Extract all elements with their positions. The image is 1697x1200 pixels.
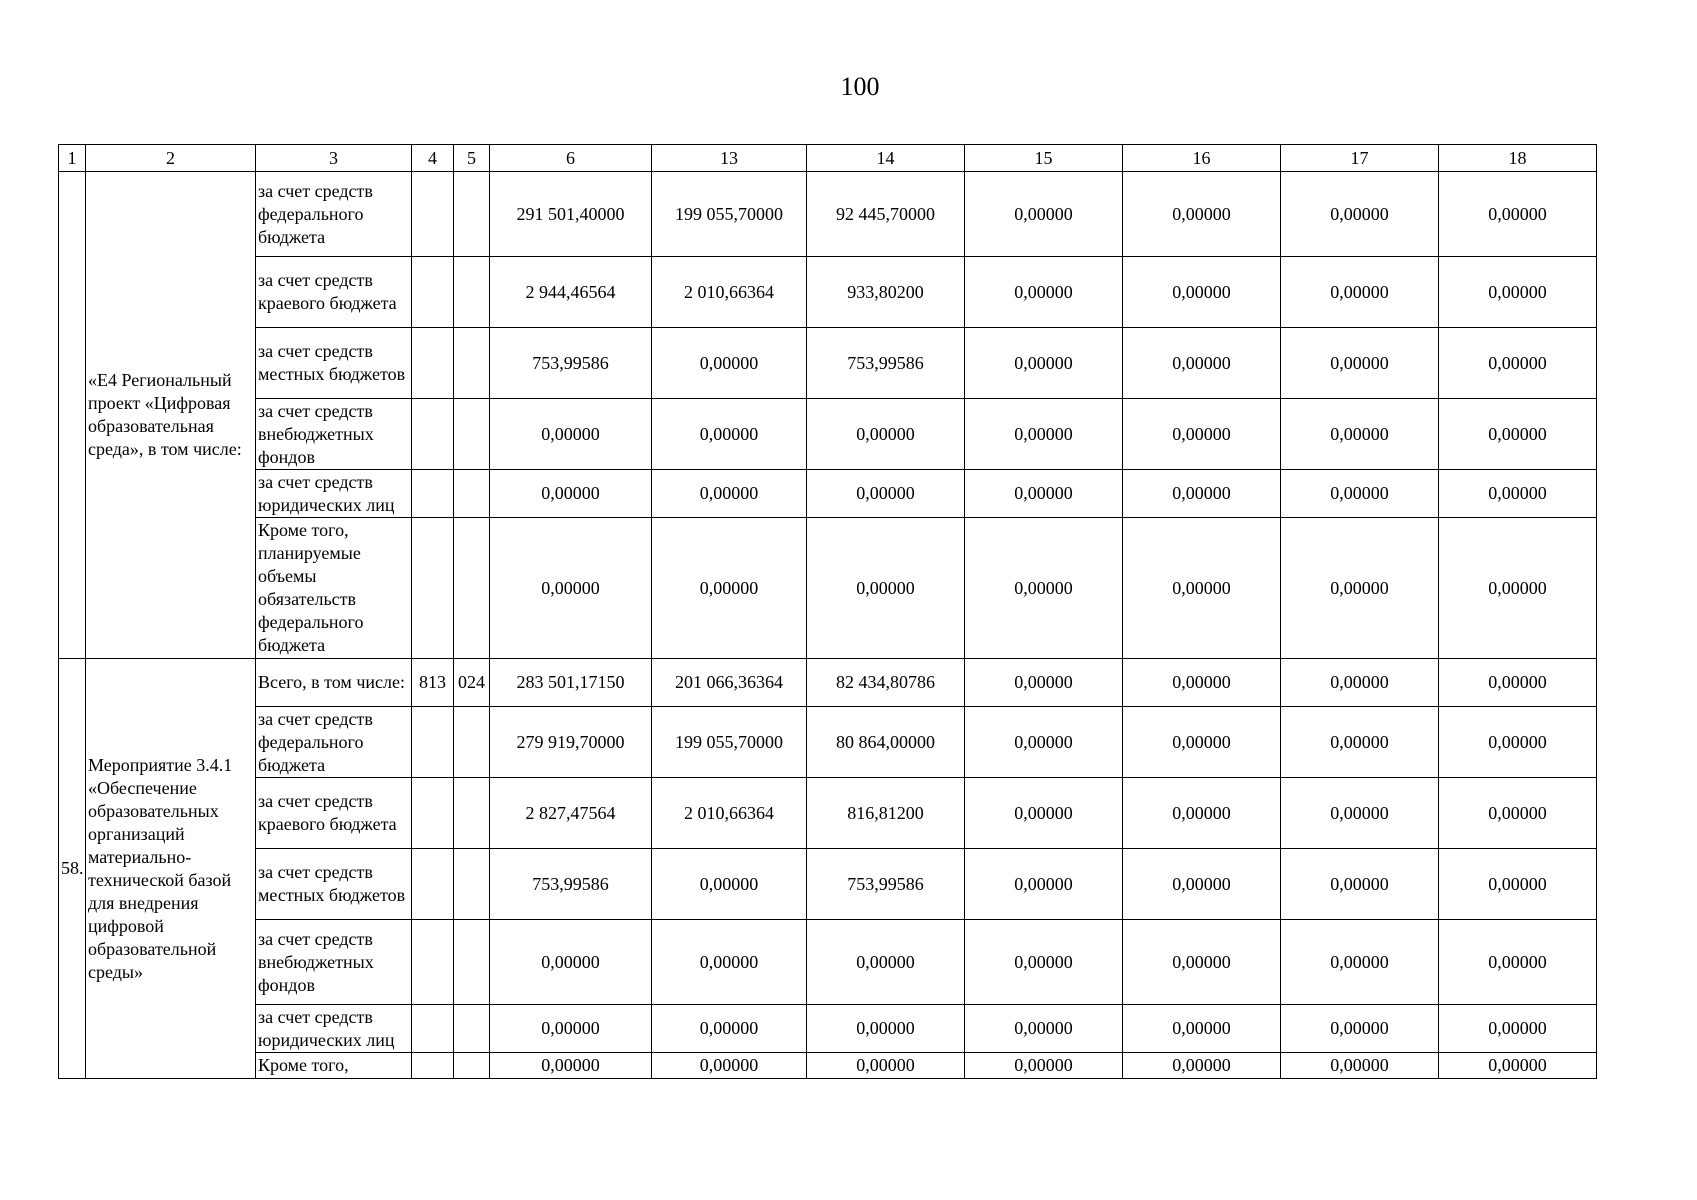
amount-cell: 0,00000 <box>1123 518 1281 659</box>
amount-cell: 0,00000 <box>1123 1053 1281 1079</box>
code-col-4 <box>412 328 454 399</box>
table-row <box>59 778 1597 849</box>
amount-cell: 2 010,66364 <box>652 257 807 328</box>
amount-cell: 0,00000 <box>965 518 1123 659</box>
code-col-5 <box>454 257 490 328</box>
code-col-4 <box>412 707 454 778</box>
header-cell: 4 <box>412 145 454 172</box>
funding-source: за счет средств внебюджетных фондов <box>256 399 412 470</box>
header-cell: 5 <box>454 145 490 172</box>
table-row <box>59 1053 1597 1079</box>
amount-cell: 0,00000 <box>490 920 652 1005</box>
header-cell: 2 <box>86 145 256 172</box>
amount-cell: 0,00000 <box>490 1053 652 1079</box>
code-col-4 <box>412 778 454 849</box>
amount-cell: 0,00000 <box>652 1005 807 1053</box>
page-number: 100 <box>840 72 880 101</box>
amount-cell: 2 827,47564 <box>490 778 652 849</box>
code-col-5 <box>454 849 490 920</box>
code-col-4 <box>412 518 454 659</box>
table-row <box>59 470 1597 518</box>
amount-cell: 0,00000 <box>1439 1005 1597 1053</box>
amount-cell: 0,00000 <box>1439 470 1597 518</box>
table-row <box>59 518 1597 659</box>
row-number: 58. <box>59 659 86 1079</box>
amount-cell: 0,00000 <box>1123 659 1281 707</box>
amount-cell: 0,00000 <box>1123 470 1281 518</box>
code-col-5 <box>454 778 490 849</box>
amount-cell: 753,99586 <box>490 328 652 399</box>
code-col-5: 024 <box>454 659 490 707</box>
code-col-4 <box>412 849 454 920</box>
amount-cell: 0,00000 <box>965 920 1123 1005</box>
amount-cell: 0,00000 <box>490 1005 652 1053</box>
header-cell: 13 <box>652 145 807 172</box>
amount-cell: 0,00000 <box>965 707 1123 778</box>
code-col-5 <box>454 707 490 778</box>
amount-cell: 0,00000 <box>1439 1053 1597 1079</box>
amount-cell: 0,00000 <box>1123 778 1281 849</box>
amount-cell: 0,00000 <box>1281 920 1439 1005</box>
amount-cell: 0,00000 <box>807 920 965 1005</box>
budget-table <box>58 144 1597 1079</box>
amount-cell: 0,00000 <box>652 920 807 1005</box>
code-col-4 <box>412 1005 454 1053</box>
amount-cell: 279 919,70000 <box>490 707 652 778</box>
row-number <box>59 172 86 659</box>
code-col-5 <box>454 470 490 518</box>
amount-cell: 0,00000 <box>965 1005 1123 1053</box>
table-row <box>59 659 1597 707</box>
amount-cell: 0,00000 <box>1123 172 1281 257</box>
amount-cell: 0,00000 <box>1281 172 1439 257</box>
amount-cell: 0,00000 <box>807 518 965 659</box>
amount-cell: 82 434,80786 <box>807 659 965 707</box>
header-cell: 17 <box>1281 145 1439 172</box>
header-cell: 18 <box>1439 145 1597 172</box>
amount-cell: 0,00000 <box>807 1005 965 1053</box>
amount-cell: 0,00000 <box>1439 707 1597 778</box>
amount-cell: 80 864,00000 <box>807 707 965 778</box>
amount-cell: 0,00000 <box>965 778 1123 849</box>
table-row <box>59 849 1597 920</box>
amount-cell: 0,00000 <box>1281 1053 1439 1079</box>
amount-cell: 0,00000 <box>1439 172 1597 257</box>
amount-cell: 753,99586 <box>807 328 965 399</box>
amount-cell: 0,00000 <box>965 172 1123 257</box>
header-cell: 14 <box>807 145 965 172</box>
funding-source: Всего, в том числе: <box>256 659 412 707</box>
item-name: Мероприятие 3.4.1 «Обеспечение образовательных организаций материально-технической базой для внедрения цифровой образовательной среды» <box>86 659 256 1079</box>
table-row <box>59 1005 1597 1053</box>
amount-cell: 0,00000 <box>1281 849 1439 920</box>
header-cell: 6 <box>490 145 652 172</box>
funding-source: за счет средств краевого бюджета <box>256 257 412 328</box>
funding-source: за счет средств федерального бюджета <box>256 172 412 257</box>
table-row <box>59 257 1597 328</box>
amount-cell: 0,00000 <box>965 257 1123 328</box>
table-row <box>59 399 1597 470</box>
amount-cell: 0,00000 <box>965 470 1123 518</box>
table-row <box>59 172 1597 257</box>
amount-cell: 0,00000 <box>1281 470 1439 518</box>
funding-source: за счет средств федерального бюджета <box>256 707 412 778</box>
item-name: «Е4 Региональный проект «Цифровая образовательная среда», в том числе: <box>86 172 256 659</box>
amount-cell: 0,00000 <box>1123 707 1281 778</box>
amount-cell: 0,00000 <box>1281 328 1439 399</box>
amount-cell: 0,00000 <box>1439 778 1597 849</box>
amount-cell: 0,00000 <box>807 470 965 518</box>
code-col-5 <box>454 399 490 470</box>
amount-cell: 0,00000 <box>1439 920 1597 1005</box>
amount-cell: 0,00000 <box>490 399 652 470</box>
amount-cell: 0,00000 <box>1123 1005 1281 1053</box>
amount-cell: 816,81200 <box>807 778 965 849</box>
code-col-4 <box>412 172 454 257</box>
header-cell: 1 <box>59 145 86 172</box>
code-col-5 <box>454 1053 490 1079</box>
funding-source: за счет средств местных бюджетов <box>256 328 412 399</box>
amount-cell: 0,00000 <box>490 518 652 659</box>
amount-cell: 0,00000 <box>1123 920 1281 1005</box>
amount-cell: 0,00000 <box>652 518 807 659</box>
amount-cell: 0,00000 <box>1281 707 1439 778</box>
code-col-4 <box>412 257 454 328</box>
funding-source: за счет средств краевого бюджета <box>256 778 412 849</box>
amount-cell: 0,00000 <box>1281 257 1439 328</box>
amount-cell: 0,00000 <box>1439 659 1597 707</box>
amount-cell: 0,00000 <box>1281 1005 1439 1053</box>
amount-cell: 933,80200 <box>807 257 965 328</box>
table-body <box>59 172 1597 1079</box>
funding-source: за счет средств юридических лиц <box>256 470 412 518</box>
amount-cell: 0,00000 <box>965 399 1123 470</box>
header-cell: 16 <box>1123 145 1281 172</box>
code-col-5 <box>454 920 490 1005</box>
code-col-4 <box>412 399 454 470</box>
amount-cell: 2 944,46564 <box>490 257 652 328</box>
amount-cell: 0,00000 <box>652 849 807 920</box>
amount-cell: 0,00000 <box>1281 659 1439 707</box>
header-cell: 15 <box>965 145 1123 172</box>
amount-cell: 92 445,70000 <box>807 172 965 257</box>
code-col-5 <box>454 1005 490 1053</box>
amount-cell: 0,00000 <box>1123 399 1281 470</box>
table-row <box>59 920 1597 1005</box>
amount-cell: 0,00000 <box>652 328 807 399</box>
code-col-5 <box>454 518 490 659</box>
funding-source: за счет средств местных бюджетов <box>256 849 412 920</box>
table-row <box>59 328 1597 399</box>
funding-source: Кроме того, <box>256 1053 412 1079</box>
amount-cell: 0,00000 <box>1439 399 1597 470</box>
amount-cell: 0,00000 <box>652 470 807 518</box>
amount-cell: 0,00000 <box>807 1053 965 1079</box>
funding-source: за счет средств внебюджетных фондов <box>256 920 412 1005</box>
amount-cell: 0,00000 <box>652 1053 807 1079</box>
amount-cell: 0,00000 <box>1439 518 1597 659</box>
amount-cell: 0,00000 <box>965 328 1123 399</box>
code-col-4: 813 <box>412 659 454 707</box>
amount-cell: 0,00000 <box>1439 328 1597 399</box>
header-cell: 3 <box>256 145 412 172</box>
amount-cell: 199 055,70000 <box>652 707 807 778</box>
amount-cell: 0,00000 <box>490 470 652 518</box>
code-col-5 <box>454 172 490 257</box>
amount-cell: 0,00000 <box>807 399 965 470</box>
amount-cell: 0,00000 <box>1123 257 1281 328</box>
amount-cell: 0,00000 <box>1439 849 1597 920</box>
amount-cell: 283 501,17150 <box>490 659 652 707</box>
amount-cell: 0,00000 <box>965 849 1123 920</box>
code-col-5 <box>454 328 490 399</box>
table-row <box>59 707 1597 778</box>
amount-cell: 0,00000 <box>1281 399 1439 470</box>
amount-cell: 753,99586 <box>807 849 965 920</box>
code-col-4 <box>412 1053 454 1079</box>
header-row <box>59 145 1597 172</box>
amount-cell: 0,00000 <box>652 399 807 470</box>
funding-source: за счет средств юридических лиц <box>256 1005 412 1053</box>
amount-cell: 0,00000 <box>1281 778 1439 849</box>
amount-cell: 0,00000 <box>1123 328 1281 399</box>
amount-cell: 753,99586 <box>490 849 652 920</box>
amount-cell: 2 010,66364 <box>652 778 807 849</box>
funding-source: Кроме того, планируемые объемы обязательств федерального бюджета <box>256 518 412 659</box>
amount-cell: 0,00000 <box>1439 257 1597 328</box>
amount-cell: 0,00000 <box>965 1053 1123 1079</box>
amount-cell: 291 501,40000 <box>490 172 652 257</box>
code-col-4 <box>412 920 454 1005</box>
amount-cell: 0,00000 <box>1281 518 1439 659</box>
amount-cell: 0,00000 <box>1123 849 1281 920</box>
amount-cell: 0,00000 <box>965 659 1123 707</box>
code-col-4 <box>412 470 454 518</box>
amount-cell: 199 055,70000 <box>652 172 807 257</box>
amount-cell: 201 066,36364 <box>652 659 807 707</box>
